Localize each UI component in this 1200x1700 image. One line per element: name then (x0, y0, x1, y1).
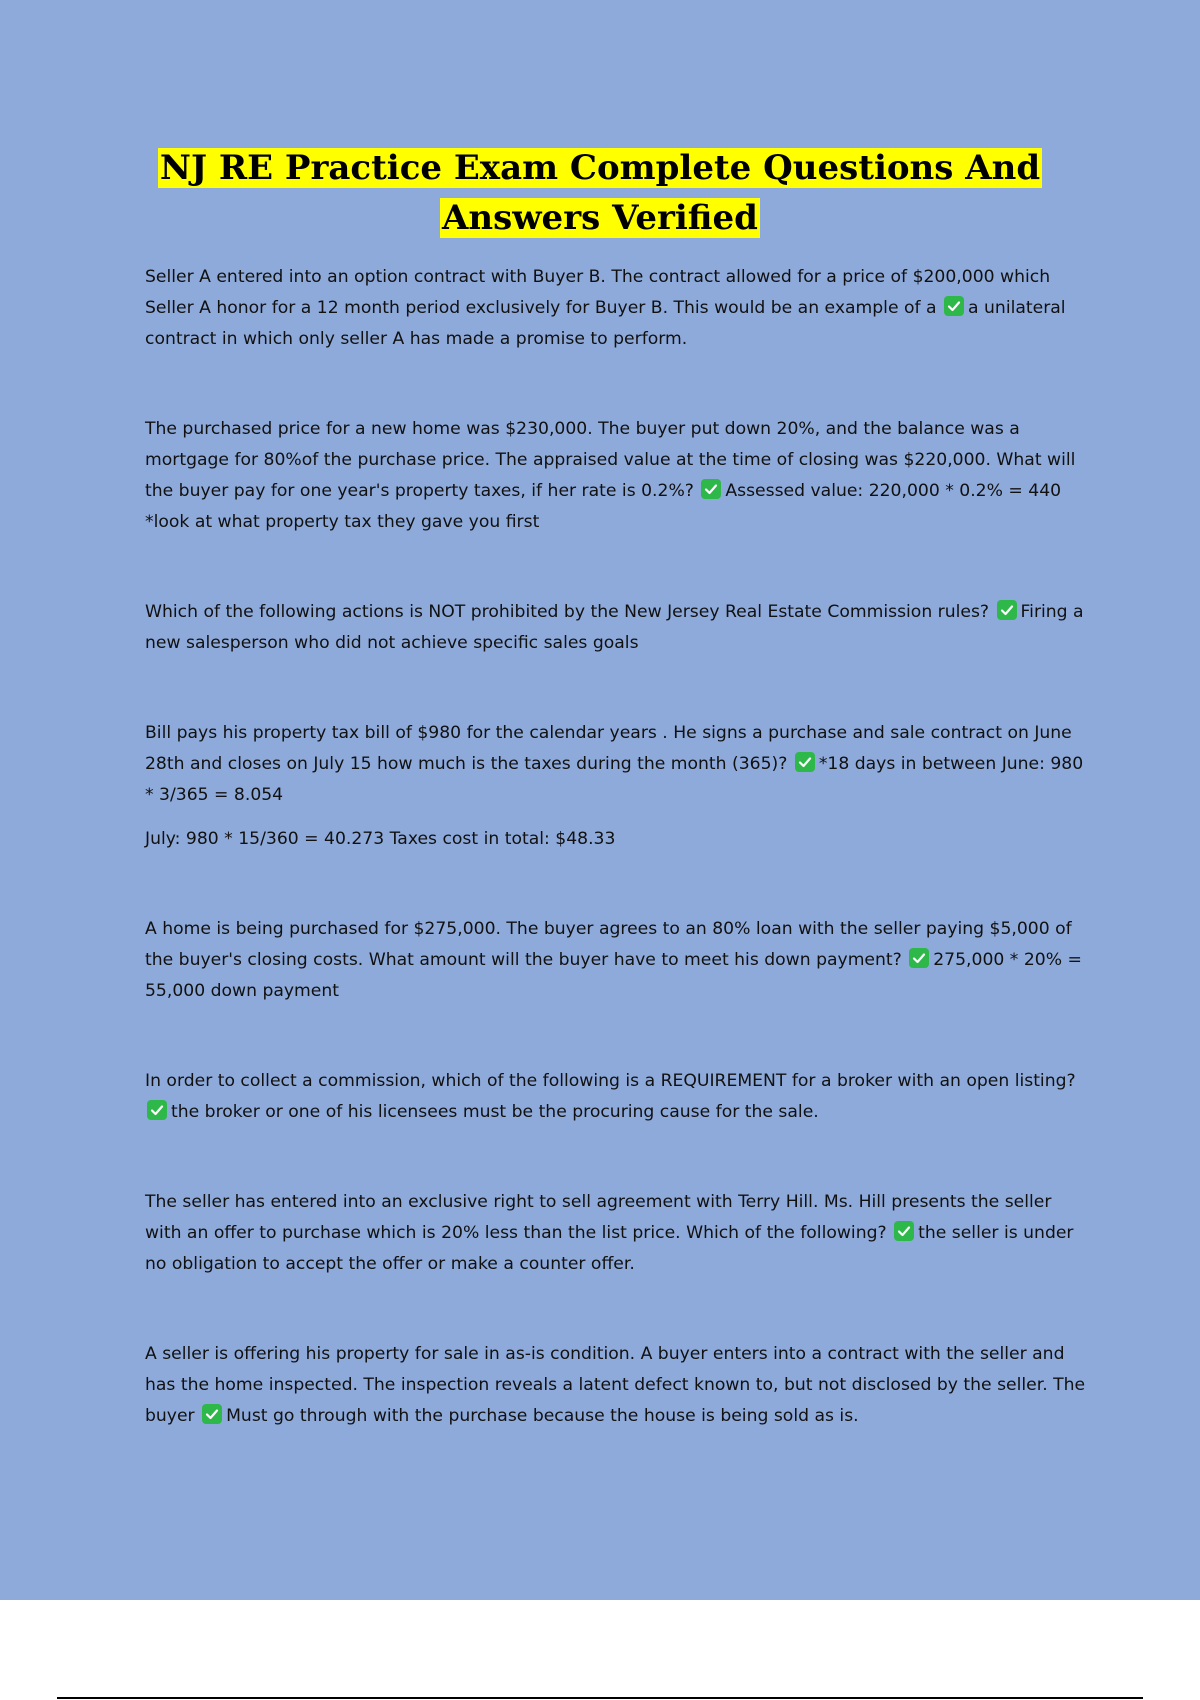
checkmark-icon (997, 600, 1017, 620)
question-text: Which of the following actions is NOT prohibited by the New Jersey Real Estate Commission rules? (145, 602, 990, 622)
answer-continuation: July: 980 * 15/360 = 40.273 Taxes cost in total: $48.33 (145, 829, 616, 849)
title-line-1: NJ RE Practice Exam Complete Questions And (159, 148, 1041, 188)
qa-item (145, 414, 1090, 538)
answer-text: 275,000 * 20% = 55,000 down payment (145, 950, 1082, 1001)
checkmark-icon (909, 948, 929, 968)
question-text: The seller has entered into an exclusive right to sell agreement with Terry Hill. Ms. Hill presents the seller with an offer to purchase which is 20% less than the list price. Which of the following? (145, 1192, 1052, 1243)
answer-text: the broker or one of his licensees must be the procuring cause for the sale. (171, 1102, 819, 1122)
qa-item (145, 1339, 1090, 1432)
checkmark-icon (894, 1221, 914, 1241)
qa-item (145, 597, 1090, 659)
question-text: A home is being purchased for $275,000. The buyer agrees to an 80% loan with the seller paying $5,000 of the buyer's closing costs. What amount will the buyer have to meet his down payment? (145, 919, 1072, 970)
answer-text: the seller is under no obligation to accept the offer or make a counter offer. (145, 1223, 1074, 1274)
answer-text: a unilateral contract in which only seller A has made a promise to perform. (145, 298, 1066, 349)
checkmark-icon (795, 752, 815, 772)
checkmark-icon (701, 479, 721, 499)
qa-item (145, 1187, 1090, 1280)
answer-text: Must go through with the purchase because the house is being sold as is. (226, 1406, 859, 1426)
qa-item (145, 718, 1090, 855)
document-title (0, 143, 1200, 243)
qa-item (145, 914, 1090, 1007)
answer-text: *18 days in between June: 980 * 3/365 = 8.054 (145, 754, 1084, 805)
qa-item (145, 262, 1090, 355)
answer-text: Assessed value: 220,000 * 0.2% = 440 *look at what property tax they gave you first (145, 481, 1062, 532)
checkmark-icon (944, 296, 964, 316)
question-text: A seller is offering his property for sale in as-is condition. A buyer enters into a contract with the seller and has the home inspected. The inspection reveals a latent defect known to, but not disclosed by the seller. The buyer (145, 1344, 1086, 1426)
question-text: In order to collect a commission, which of the following is a REQUIREMENT for a broker with an open listing? (145, 1071, 1076, 1091)
title-line-2: Answers Verified (442, 198, 758, 238)
question-text: Seller A entered into an option contract with Buyer B. The contract allowed for a price of $200,000 which Seller A honor for a 12 month period exclusively for Buyer B. This would be an example of a (145, 267, 1051, 318)
answer-text: Firing a new salesperson who did not achieve specific sales goals (145, 602, 1084, 653)
footer-divider (57, 1697, 1143, 1699)
checkmark-icon (202, 1404, 222, 1424)
qa-list (145, 262, 1090, 1432)
question-text: The purchased price for a new home was $230,000. The buyer put down 20%, and the balance was a mortgage for 80%of the purchase price. The appraised value at the time of closing was $220,000. What will the buyer pay for one year's property taxes, if her rate is 0.2%? (145, 419, 1076, 501)
question-text: Bill pays his property tax bill of $980 for the calendar years . He signs a purchase and sale contract on June 28th and closes on July 15 how much is the taxes during the month (365)? (145, 723, 1072, 774)
qa-item (145, 1066, 1090, 1128)
checkmark-icon (147, 1100, 167, 1120)
